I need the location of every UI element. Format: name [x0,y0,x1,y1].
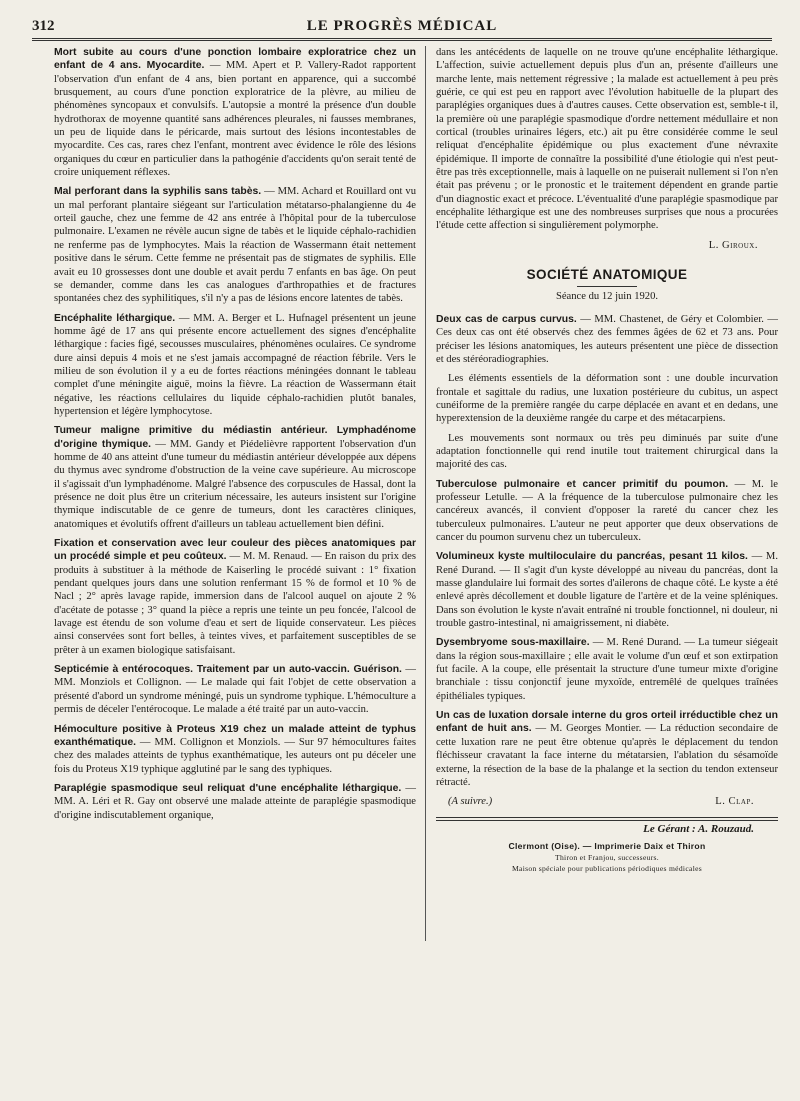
article-body: — M. M. Renaud. — En raison du prix des produits à substituer à la méthode de Kaiserling le procédé suivant : 1° fixation pendant quelques jours dans une solution renfermant 15 % de formol et 10 % de Nacl ; 2° après lavage rapide, immersion dans de l'alcool auquel on ajoute 2 % d'acétate de potasse ; 3° quand la pièce a repris une teinte un peu foncée, l'alcool de lavage est étendu de son volume d'eau et sert de liquide conservateur. Les pièces ainsi conservées sont fort belles, à teintes vives, et parfaitement susceptibles de se prêter à un examen biologique satisfaisant. [54,551,416,656]
session-date: Séance du 12 juin 1920. [555,290,659,302]
article-paraplegie [54,782,416,822]
article-body: — MM. A. Léri et R. Gay ont observé une malade atteinte de paraplégie spasmodique d'origine indiscutablement organique, [54,782,416,821]
article-body: — MM. Apert et P. Vallery-Radot rapportent l'observation d'un enfant de 4 ans, bien portant en apparence, qui a succombé brusquement, au cours d'une ponction exploratrice de la plèvre, au milieu de phénomènes syncopaux et convulsifs. L'autopsie a montré la présence d'un double hydrothorax de moyenne quantité sans adhérences pleurales, ni fausses membranes, un peu de liquide dans le péricarde, mais surtout des lésions incontestables de myocardite. Ces cas, rares chez l'enfant, montrent avec évidence le rôle des lésions organiques du cœur en particulier dans la pathogénie d'accidents qu'on serait tenté de croire uniquement réflexes. [54,60,416,179]
article-heading: Tumeur maligne primitive du médiastin antérieur. Lymphadénome d'origine thymique. [54,425,416,450]
imprint-specialty: Maison spéciale pour publications périodiques médicales [511,863,703,873]
article-luxation [436,709,778,789]
article-paragraph [436,432,778,472]
column-divider [425,46,426,941]
article-body: Les mouvements sont normaux ou très peu diminués par suite d'une adaptation fonctionnelle qui rend inutile tout traitement chirurgical dans la majorité des cas. [436,432,778,471]
article-heading: Dysembryome sous-maxillaire. [436,637,590,649]
article-heading: Fixation et conservation avec leur couleur des pièces anatomiques par un procédé simple et peu coûteux. [54,538,416,563]
article-fixation [54,537,416,657]
article-body: — MM. Achard et Rouillard ont vu un mal perforant plantaire siégeant sur l'articulation métatarso-phalangienne du 4e orteil gauche, chez une femme de 42 ans entrée à l'hôpital pour de la tuberculose pulmonaire. L'examen ne révèle aucun signe de tabès et le liquide céphalo-rachidien ne renferme pas de lymphocytes. Mais la réaction de Wassermann était nettement positive dans le sérum. Cette femme ne présentait pas de stigmates de syphilis. Elle avait eu 10 grossesses dont une double et avait perdu 7 enfants en bas âge. On peut se demander, comme dans les cas analogues d'arthropathies et de fractures spontanées chez des syphilitiques, s'il n'y a pas de lésions encore latentes de tabès. [54,186,416,305]
article-dysembryome [436,636,778,703]
page-number: 312 [32,18,55,34]
imprint-line [436,841,778,852]
article-heading: Mort subite au cours d'une ponction lombaire exploratrice chez un enfant de 4 ans. Myocardite. [54,47,416,72]
article-body: — M. le professeur Letulle. — A la fréquence de la tuberculose pulmonaire chez les cancéreux avancés, il convient d'opposer la rareté du cancer chez les tuberculeux pulmonaires. L'auteur ne peut apporter que deux observations de cancer du poumon survenu chez un tuberculeux. [436,478,778,543]
article-heading: Encéphalite léthargique. [54,312,176,324]
gerant-rule [436,817,778,821]
article-paragraph [436,372,778,425]
article-body: — M. Georges Montier. — La réduction secondaire de cette luxation rare ne peut être obtenue qu'après le déplacement du tendon fléchisseur cravatant la face interne du métatarsien, l'ablation du sésamoïde externe, la résection de la base de la phalange et la section du tendon extenseur rétracté. [436,723,778,788]
article-body: — MM. Chastenet, de Géry et Colombier. — Ces deux cas ont été observés chez des femmes âgées de 62 et 73 ans. Pour préciser les lésions anatomiques, les auteurs présentent une pièce de dissection et des stéréoradiographies. [436,313,779,365]
article-heading: Mal perforant dans la syphilis sans tabès. [54,186,262,198]
society-title: SOCIÉTÉ ANATOMIQUE [526,267,688,283]
article-kyste [436,550,778,630]
article-footer [436,795,778,811]
article-body: — MM. A. Berger et L. Hufnagel présentent un jeune homme âgé de 17 ans qui présente encore actuellement des signes d'encéphalite léthargique : facies figé, secousses musculaires, phénomènes oculaires. Ce syndrome dure ainsi depuis 4 mois et ne s'est jamais accompagné de réaction fébrile. Vers le milieu de son évolution il y a eu de fortes réactions méningées donnant le tableau complet d'une méningite aiguë, moins la fièvre. La réaction de Wassermann était négative, les réactions cellulaires du liquide céphalo-rachidien plutôt banales, hypertension et légère lymphocytose. [54,312,416,417]
gerant-line: Le Gérant : A. Rouzaud. [643,823,754,836]
signature-clap: L. Clap. [715,796,754,808]
article-heading: Septicémie à entérocoques. Traitement par un auto-vaccin. Guérison. [54,664,402,676]
left-column [54,46,416,828]
signature-giroux: L. Giroux. [708,239,758,251]
running-title: LE PROGRÈS MÉDICAL [306,18,498,34]
article-hemoculture [54,723,416,776]
article-body: — M. René Durand. — La tumeur siégeait dans la région sous-maxillaire ; elle avait le volume d'un œuf et son extirpation fut facile. A la coupe, elle présentait la structure d'une tumeur mixte d'origine branchiale : tissu conjonctif jeune myxoïde, entremêlé de quelques traînées épithéliales typiques. [436,637,778,702]
article-carpus-curvus [436,313,778,366]
article-body: — MM. Gandy et Piédelièvre rapportent l'observation d'un homme de 40 ans atteint d'une tumeur du médiastin antérieur développée aux dépens du thymus avec syndrome d'obstruction de la veine cave supérieure. Au microscope il s'agissait d'un lymphadénome. Malgré l'absence des corpuscules de Hassal, dont la présence ne doit plus être un criterium nécessaire, les auteurs insistent sur l'origine thymique indiscutable de ce genre de tumeurs, dont les caractères cliniques, anatomiques et évolutifs offrent d'ailleurs un tableau actuellement bien défini. [54,438,417,530]
article-body: — MM. Collignon et Monziols. — Sur 97 hémocultures faites chez des malades atteints de typhus exanthématique, les auteurs ont pu déceler une fois du Proteus X19 typhique agglutiné par le sang des typhiques. [54,736,416,775]
article-heading: Hémoculture positive à Proteus X19 chez un malade atteint de typhus exanthématique. [54,723,416,748]
article-body: Les éléments essentiels de la déformation sont : une double incurvation frontale et sagittale du radius, une luxation postérieure du cubitus, un aspect cunéiforme de la première rangée du carpe déplacée en avant et en dedans, une hyperextension de la deuxième rangée du carpe et des métacarpiens. [436,373,778,425]
article-heading: Deux cas de carpus curvus. [436,313,577,325]
article-body: — M. René Durand. — Il s'agit d'un kyste développé au niveau du pancréas, dont la masse glandulaire lui formait des sortes d'ailerons de chaque côté. Le kyste a été enlevé après décollement et double ligature de l'artère et de la veine spléniques. Dans son évolution le kyste n'avait entraîné ni trouble fonctionnel, ni douleur, ni trouble gastro-intestinal, ni amaigrissement, ni diabète. [436,551,778,630]
right-column [436,46,778,874]
imprint-text: Clermont (Oise). — Imprimerie Daix et Thiron [508,840,706,851]
imprint-successors: Thiron et Franjou, successeurs. [555,852,659,862]
article-mort-subite [54,46,416,179]
article-heading: Paraplégie spasmodique seul reliquat d'une encéphalite léthargique. [54,782,402,794]
article-tuberculose [436,478,778,545]
article-heading: Volumineux kyste multiloculaire du pancréas, pesant 11 kilos. [436,551,748,563]
article-mal-perforant [54,185,416,305]
article-continuation: dans les antécédents de laquelle on ne trouve qu'une encéphalite léthargique. L'affection, suivie actuellement depuis plus d'un an, présente d'ailleurs une marche lente, mais nettement régressive ; la malade est actuellement à peu près guérie, ce qui est peu en rapport avec l'évolution habituelle de la plupart des paraplégies organiques dues à d'autres causes. Cette observation est, semble-t il, la première où une paraplégie spasmodique d'ordre nettement médullaire et non cortical (troubles urinaires légers, etc.) ait pu être considérée comme le seul reliquat d'encéphalite épidémique ou plus exactement d'une névraxite épidémique. Il importe de connaître la possibilité d'une étiologie qui n'est peut-être pas très exceptionnelle, mais à laquelle on ne puiserait nullement si l'on n'en était pas prévenu ; or le pronostic et le traitement dépendent en grande partie d'un diagnostic exact et précoce. L'éventualité d'une paraplégie spasmodique par encéphalite léthargique est une des nombreuses surprises que nous a procurées l'étude cette affection si singulièrement polymorphe. [436,47,778,232]
article-encephalite [54,312,416,419]
article-body: — MM. Monziols et Collignon. — Le malade qui fait l'objet de cette observation a présenté d'abord un syndrome méningé, puis un syndrome typhique. L'hémoculture a permis de déceler l'entérocoque. Le malade a été traité par un auto-vaccin. [54,664,416,716]
article-tumeur-mediastin [54,424,416,531]
section-rule [577,286,637,287]
article-heading: Un cas de luxation dorsale interne du gros orteil irréductible chez un enfant de huit ans. [436,710,778,735]
page-header [32,14,772,41]
article-septicemie [54,663,416,716]
to-be-continued: (A suivre.) [448,796,493,808]
article-heading: Tuberculose pulmonaire et cancer primitif du poumon. [436,478,729,490]
